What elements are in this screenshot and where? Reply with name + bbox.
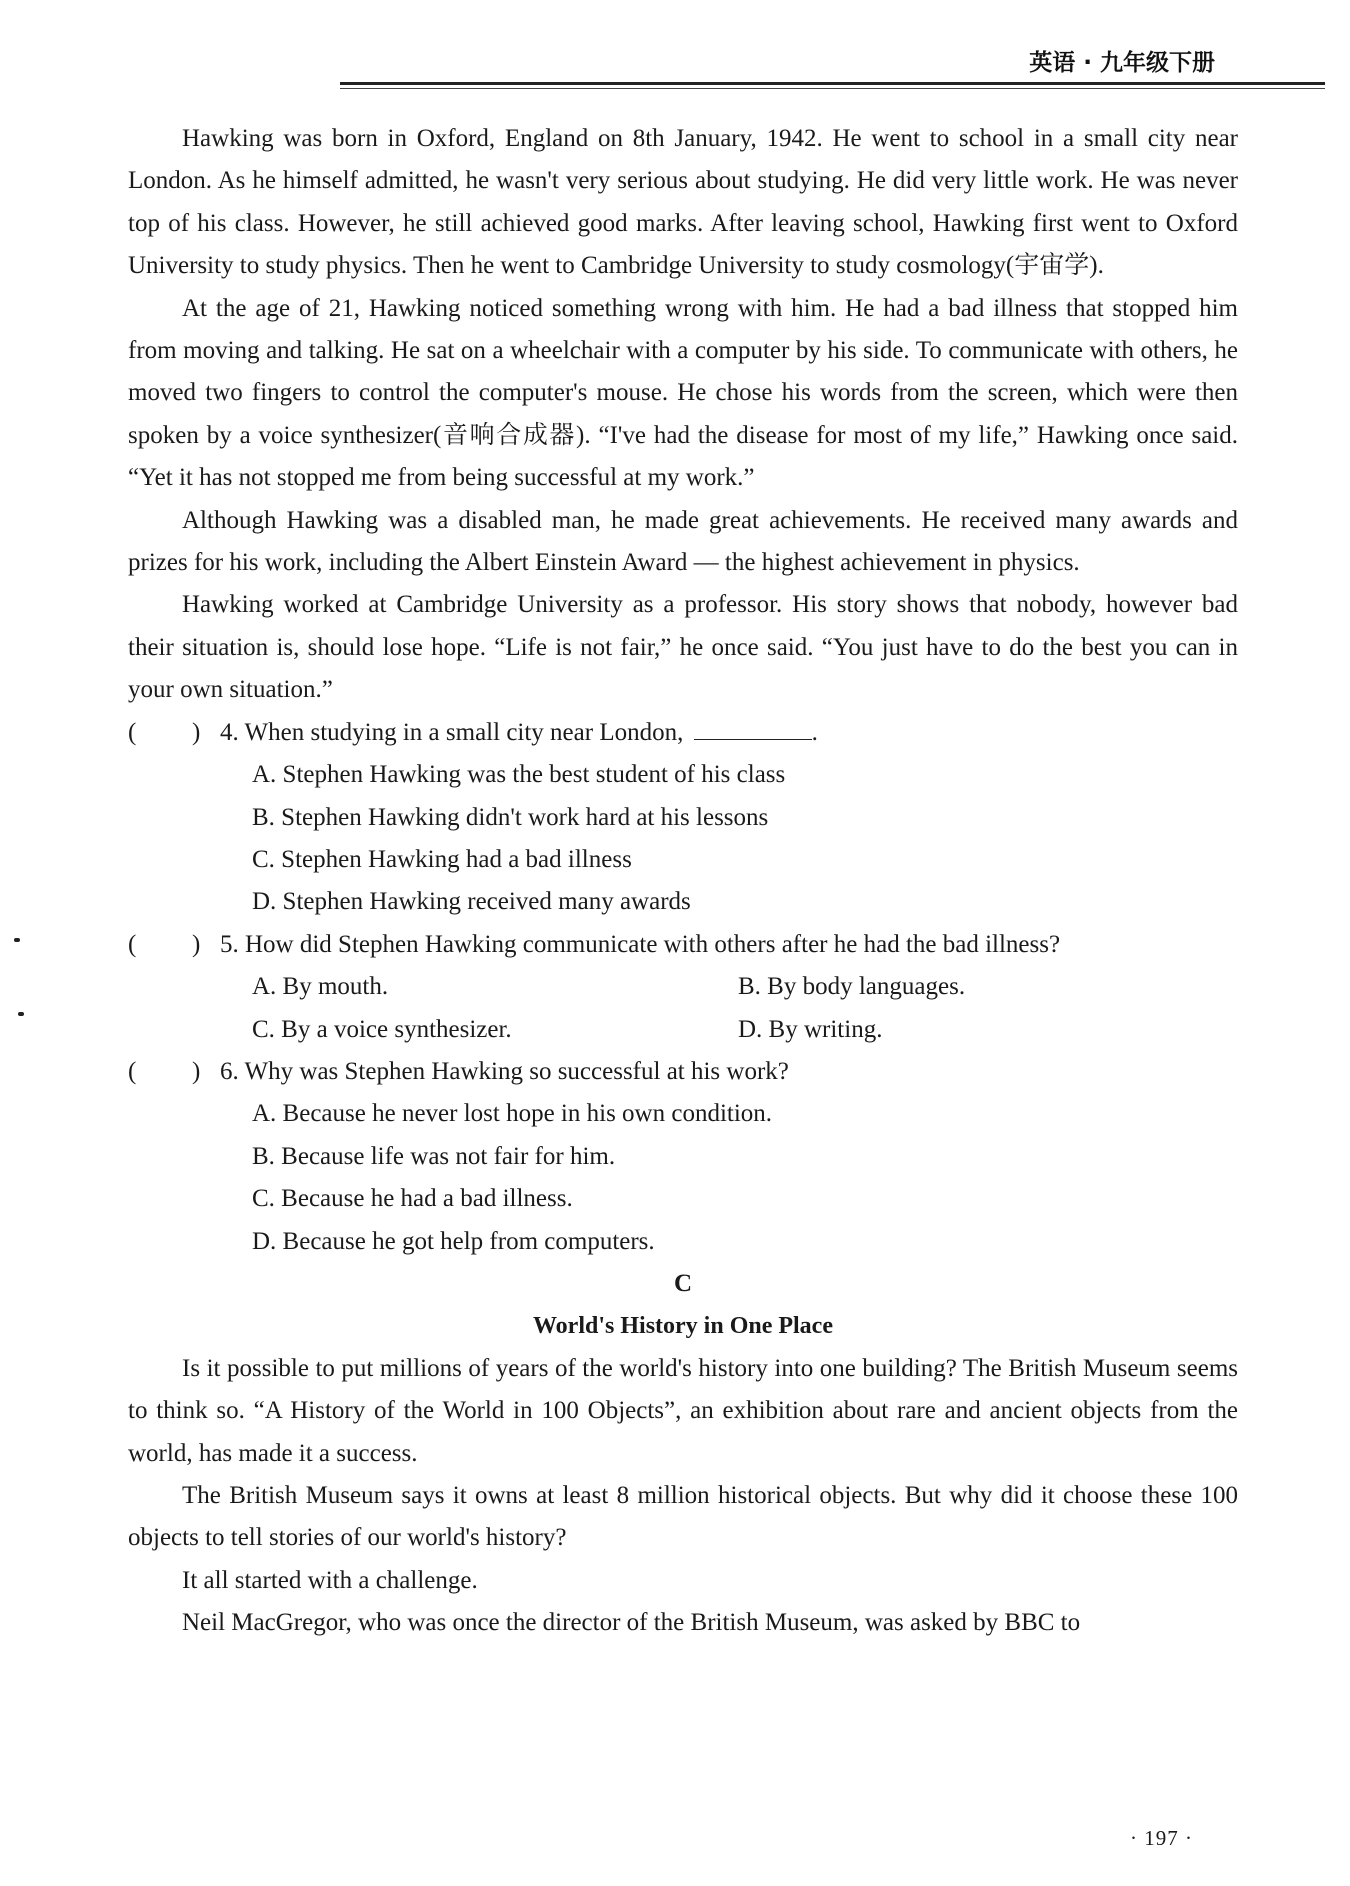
passage-paragraph: Hawking was born in Oxford, England on 8th January, 1942. He went to school in a small city near London. As he himself admitted, he wasn't very serious about studying. He did very little work. He was never top of his class. However, he still achieved good marks. After leaving school, Hawking first went to Oxford University to study physics. Then he went to Cambridge University to study cosmology(宇宙学). xyxy=(128,125,1238,280)
option-a: A. Stephen Hawking was the best student of his class xyxy=(252,761,786,789)
option-a: A. Because he never lost hope in his own condition. xyxy=(252,1100,773,1128)
option-row xyxy=(128,1009,1238,1051)
option-a: A. By mouth. xyxy=(252,973,389,1001)
question-text: 4. When studying in a small city near London, xyxy=(220,718,684,746)
option-d: D. Because he got help from computers. xyxy=(252,1227,655,1255)
question-5 xyxy=(128,924,1238,1051)
option-row xyxy=(128,966,1238,1008)
page-header xyxy=(340,38,1325,86)
passage-paragraph: Neil MacGregor, who was once the director of the British Museum, was asked by BBC to xyxy=(182,1609,1081,1637)
passage-paragraph: Although Hawking was a disabled man, he made great achievements. He received many awards and prizes for his work, including the Albert Einstein Award — the highest achievement in physics. xyxy=(128,506,1238,577)
option-d: D. Stephen Hawking received many awards xyxy=(252,888,691,916)
question-stem: ( ) 5. How did Stephen Hawking communicate with others after he had the bad illness? xyxy=(128,930,1061,958)
option-c: C. Because he had a bad illness. xyxy=(252,1185,573,1213)
option-b: B. Because life was not fair for him. xyxy=(252,1142,616,1170)
answer-blank[interactable] xyxy=(694,715,812,740)
option-b: B. By body languages. xyxy=(738,973,966,1001)
question-6 xyxy=(128,1051,1238,1263)
header-rule xyxy=(340,82,1325,85)
option-d: D. By writing. xyxy=(738,1015,883,1043)
option-b: B. Stephen Hawking didn't work hard at his lessons xyxy=(252,803,769,831)
option-c: C. By a voice synthesizer. xyxy=(252,1015,512,1043)
passage-paragraph: At the age of 21, Hawking noticed something wrong with him. He had a bad illness that stopped him from moving and talking. He sat on a wheelchair with a computer by his side. To communicate with others, he moved two fingers to control the computer's mouse. He chose his words from the screen, which were then spoken by a voice synthesizer(音响合成器). “I've had the disease for most of my life,” Hawking once said. “Yet it has not stopped me from being successful at my work.” xyxy=(128,294,1238,492)
option-c: C. Stephen Hawking had a bad illness xyxy=(252,845,632,873)
passage-paragraph: Is it possible to put millions of years of the world's history into one building? The British Museum seems to think so. “A History of the World in 100 Objects”, an exhibition about rare and ancient objects from the world, has made it a success. xyxy=(128,1354,1238,1467)
passage-paragraph: It all started with a challenge. xyxy=(182,1566,478,1594)
passage-paragraph: The British Museum says it owns at least 8 million historical objects. But why did it choose these 100 objects to tell stories of our world's history? xyxy=(128,1481,1238,1552)
main-content xyxy=(128,118,1238,1645)
question-text: 5. How did Stephen Hawking communicate with others after he had the bad illness? xyxy=(220,930,1061,958)
question-text: 6. Why was Stephen Hawking so successful at his work? xyxy=(220,1057,789,1085)
book-title: 英语 · 九年级下册 xyxy=(1029,50,1215,76)
page-number: · 197 · xyxy=(1130,1826,1193,1850)
header-rule-thin xyxy=(340,88,1325,89)
question-stem: ( ) 4. When studying in a small city near London, . xyxy=(128,712,1238,754)
question-stem: ( ) 6. Why was Stephen Hawking so successful at his work? xyxy=(128,1057,789,1085)
passage-paragraph: Hawking worked at Cambridge University as a professor. His story shows that nobody, however bad their situation is, should lose hope. “Life is not fair,” he once said. “You just have to do the best you can in your own situation.” xyxy=(128,591,1238,704)
margin-mark xyxy=(18,1012,24,1016)
question-4 xyxy=(128,712,1238,924)
section-letter: C xyxy=(673,1269,693,1297)
section-title: World's History in One Place xyxy=(533,1313,833,1340)
margin-mark xyxy=(14,938,20,942)
